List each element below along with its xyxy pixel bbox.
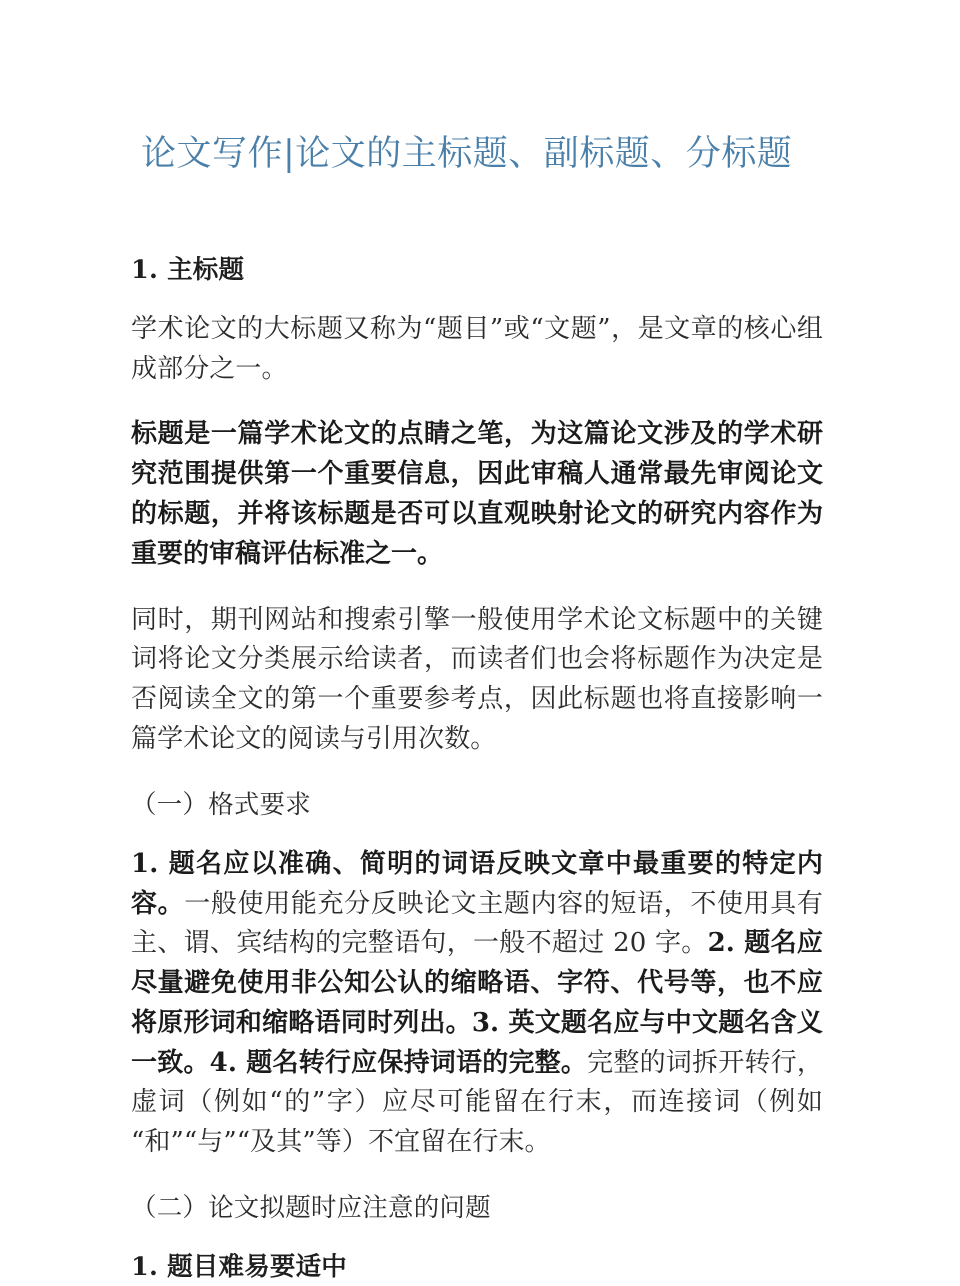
spacer bbox=[131, 289, 823, 310]
text-run-0: 1. 题名应以准确、简明的词语反映文章中最重要的特定内容。 bbox=[131, 848, 823, 919]
paragraph-importance: 标题是一篇学术论文的点睛之笔，为这篇论文涉及的学术研究范围提供第一个重要信息，因此审稿人通常最先审阅论文的标题，并将该标题是否可以直观映射论文的研究内容作为重要的审稿评估标准之一。 bbox=[131, 419, 823, 569]
spacer bbox=[131, 389, 823, 415]
text-run-3: 完整的词拆开转行，虚词（例如“的”字）应尽可能留在行末，而连接词（例如“和”“与”“及其”等）不宜留在行末。 bbox=[131, 1047, 823, 1158]
paragraph-definition: 学术论文的大标题又称为“题目”或“文题”，是文章的核心组成部分之一。 bbox=[131, 313, 823, 384]
spacer bbox=[131, 575, 823, 601]
section-heading-format-requirements: （一）格式要求 bbox=[131, 789, 311, 820]
document-content bbox=[131, 0, 823, 1286]
spacer bbox=[131, 176, 823, 251]
section-heading-title-problems: （二）论文拟题时应注意的问题 bbox=[131, 1192, 491, 1223]
spacer bbox=[131, 1227, 823, 1248]
section-heading-difficulty: 1. 题目难易要适中 bbox=[131, 1252, 347, 1283]
text-run-1: 一般使用能充分反映论文主题内容的短语，不使用具有主、谓、宾结构的完整语句，一般不超过 20 字。 bbox=[131, 888, 824, 959]
page-title: 论文写作|论文的主标题、副标题、分标题 bbox=[141, 134, 793, 174]
spacer bbox=[131, 824, 823, 845]
paragraph-format-rules bbox=[131, 845, 823, 1163]
text-run-2: 2. 题名应尽量避免使用非公知公认的缩略语、字符、代号等，也不应将原形词和缩略语同时列出。3. 英文题名应与中文题名含义一致。4. 题名转行应保持词语的完整。 bbox=[131, 928, 824, 1078]
spacer bbox=[131, 760, 823, 786]
spacer bbox=[131, 1163, 823, 1189]
paragraph-keywords: 同时，期刊网站和搜索引擎一般使用学术论文标题中的关键词将论文分类展示给读者，而读者们也会将标题作为决定是否阅读全文的第一个重要参考点，因此标题也将直接影响一篇学术论文的阅读与引用次数。 bbox=[131, 604, 823, 754]
section-heading-main-title: 1. 主标题 bbox=[131, 254, 245, 285]
